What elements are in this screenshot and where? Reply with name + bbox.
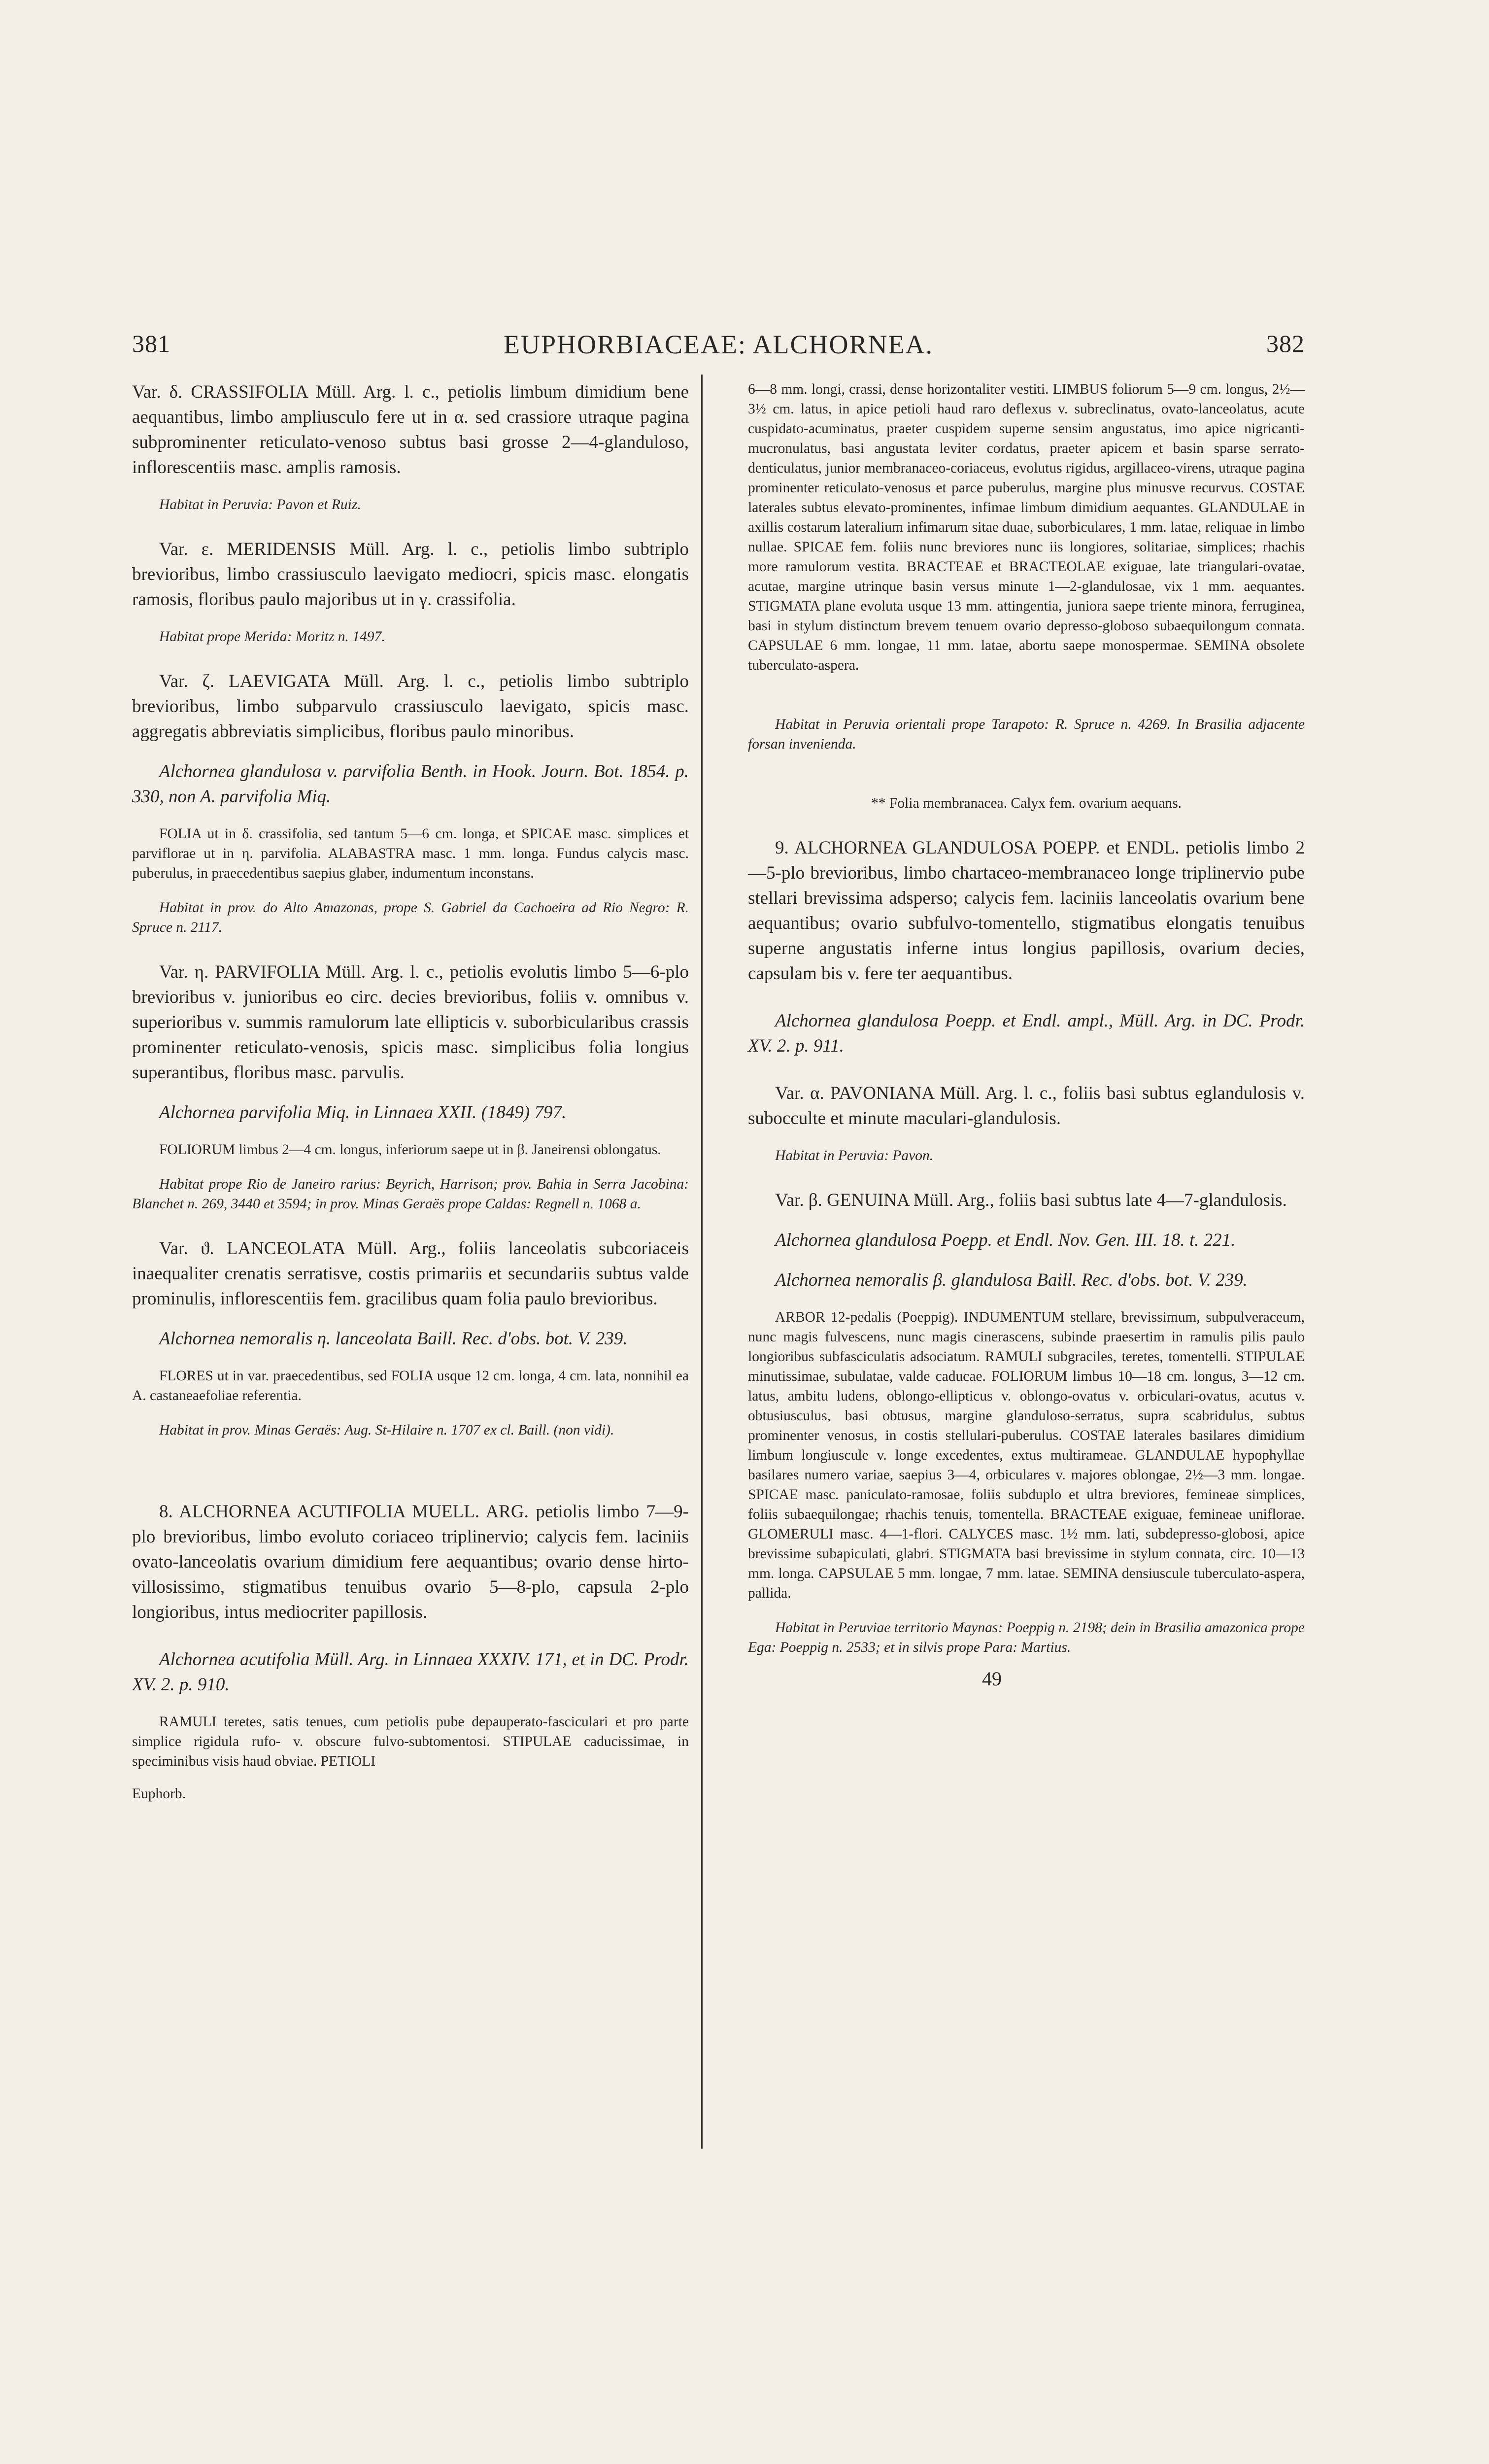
citation: Alchornea parvifolia Miq. in Linnaea XXII. (1849) 797. <box>159 1102 567 1123</box>
citation: Alchornea glandulosa Poepp. et Endl. Nov. Gen. III. 18. t. 221. <box>775 1230 1236 1250</box>
habitat-note: Habitat in Peruvia: Pavon. <box>775 1148 934 1164</box>
paragraph: Var. β. GENUINA Müll. Arg., foliis basi subtus late 4—7-glandulosis. <box>775 1190 1287 1210</box>
description: 6—8 mm. longi, crassi, dense horizontaliter vestiti. LIMBUS foliorum 5—9 cm. longus, 2½—3½ cm. latus, in apice petioli haud raro deflexus v. subreclinatus, ovato-lanceolatus, acute cuspidato-acuminatus, praeter cuspidem superne sensim angustatus, imo apice nigricanti-mucronulatus, basi angustata leviter cordatus, praeter apicem et basin sparse serrato-denticulatus, junior membranaceo-coriaceus, evolutus rigidus, argillaceo-virens, utraque pagina prominenter reticulato-venosus et parce puberulus, margine plus minusve recurvus. COSTAE laterales subtus elevato-prominentes, infimae limbum dimidium aequantes. GLANDULAE in axillis costarum lateralium infimarum sitae duae, suborbiculares, 1 mm. latae, reliquae in limbo nullae. SPICAE fem. foliis nunc breviores nunc iis longiores, solitariae, simplices; rhachis more ramulorum vestita. BRACTEAE et BRACTEOLAE exiguae, late triangulari-ovatae, acutae, margine utrinque basin versus minute 1—2-glandulosae, vix 1 mm. aequantes. STIGMATA plane evoluta usque 13 mm. attingentia, juniora saepe triente minora, ferruginea, basi in stylum distinctum brevem tenuem ovario depresso-globoso subaequilongum connata. CAPSULAE 6 mm. longae, 11 mm. latae, abortu saepe monospermae. SEMINA obsolete tuberculato-aspera. <box>748 381 1305 673</box>
page-header <box>132 329 1305 364</box>
left-column <box>132 379 689 1802</box>
section-note: ** Folia membranacea. Calyx fem. ovarium aequans. <box>871 795 1182 811</box>
species-heading-paragraph: 8. ALCHORNEA ACUTIFOLIA MUELL. ARG. petiolis limbo 7—9-plo brevioribus, limbo evoluto coriaceo triplinervio; calycis fem. laciniis ovato-lanceolatis ovarium dimidium fere aequantibus; ovario dense hirto-villosissimo, stigmatibus tenuibus ovario 5—8-plo, capsula 2-plo longioribus, intus mediocriter papillosis. <box>132 1502 689 1622</box>
citation: Alchornea nemoralis β. glandulosa Baill. Rec. d'obs. bot. V. 239. <box>775 1270 1248 1290</box>
plate-number: 49 <box>982 1668 1002 1690</box>
citation: Alchornea nemoralis η. lanceolata Baill. Rec. d'obs. bot. V. 239. <box>159 1329 628 1349</box>
citation: Alchornea acutifolia Müll. Arg. in Linnaea XXXIV. 171, et in DC. Prodr. XV. 2. p. 910. <box>132 1649 689 1695</box>
species-heading-paragraph: 9. ALCHORNEA GLANDULOSA POEPP. et ENDL. petiolis limbo 2—5-plo brevioribus, limbo chartaceo-membranaceo longe triplinervio pube stellari brevissima adsperso; calycis fem. laciniis lanceolatis ovarium bene aequantibus; ovario subfulvo-tomentello, stigmatibus elongatis tenuibus superne angustatis inferne intus longius papillosis, ovarium decies, capsulam bis v. fere ter aequantibus. <box>748 838 1305 984</box>
description: FLORES ut in var. praecedentibus, sed FOLIA usque 12 cm. longa, 4 cm. lata, nonnihil ea A. castaneaefoliae referentia. <box>132 1368 689 1403</box>
paragraph: Var. η. PARVIFOLIA Müll. Arg. l. c., petiolis evolutis limbo 5—6-plo brevioribus v. junioribus eo circ. decies brevioribus, foliis v. omnibus v. superioribus v. summis ramulorum late ellipticis v. suborbicularibus crassis prominenter reticulato-venosis, spicis masc. simplicibus folia longius superantibus, floribus masc. parvulis. <box>132 962 689 1083</box>
citation: Alchornea glandulosa v. parvifolia Benth. in Hook. Journ. Bot. 1854. p. 330, non A. parvifolia Miq. <box>132 761 689 807</box>
paragraph: Var. α. PAVONIANA Müll. Arg. l. c., foliis basi subtus eglandulosis v. subocculte et minute maculari-glandulosis. <box>748 1083 1305 1129</box>
right-column <box>748 379 1305 1690</box>
habitat-note: Habitat prope Merida: Moritz n. 1497. <box>159 629 385 645</box>
page-number-left: 381 <box>132 330 170 357</box>
paragraph: Var. ϑ. LANCEOLATA Müll. Arg., foliis lanceolatis subcoriaceis inaequaliter crenatis serratisve, costis primariis et secundariis subtus valde prominulis, inflorescentiis fem. gracilibus quam folia paulo brevioribus. <box>132 1238 689 1309</box>
paragraph: Var. ζ. LAEVIGATA Müll. Arg. l. c., petiolis limbo subtriplo brevioribus, limbo subparvulo crassiusculo laevigato, spicis masc. aggregatis abbreviatis simplicibus, floribus paulo minoribus. <box>132 671 689 742</box>
signature-mark: Euphorb. <box>132 1786 186 1802</box>
habitat-note: Habitat in Peruvia orientali prope Tarapoto: R. Spruce n. 4269. In Brasilia adjacente forsan invenienda. <box>748 717 1305 752</box>
habitat-note: Habitat in Peruviae territorio Maynas: Poeppig n. 2198; dein in Brasilia amazonica prope Ega: Poeppig n. 2533; et in silvis prope Para: Martius. <box>748 1620 1305 1655</box>
running-title: EUPHORBIACEAE: ALCHORNEA. <box>503 330 934 359</box>
habitat-note: Habitat prope Rio de Janeiro rarius: Beyrich, Harrison; prov. Bahia in Serra Jacobina: Blanchet n. 269, 3440 et 3594; in prov. Minas Geraës prope Caldas: Regnell n. 1068 a. <box>132 1176 689 1212</box>
paragraph: Var. δ. CRASSIFOLIA Müll. Arg. l. c., petiolis limbum dimidium bene aequantibus, limbo ampliusculo fere ut in α. sed crassiore utraque pagina subprominenter reticulato-venoso subtus basi grosse 2—4-glanduloso, inflorescentiis masc. amplis ramosis. <box>132 382 689 478</box>
page-number-right: 382 <box>1266 330 1305 357</box>
citation: Alchornea glandulosa Poepp. et Endl. ampl., Müll. Arg. in DC. Prodr. XV. 2. p. 911. <box>748 1011 1305 1056</box>
description: RAMULI teretes, satis tenues, cum petiolis pube depauperato-fasciculari et pro parte simplice rigidula rufo- v. obscure fulvo-subtomentosi. STIPULAE caducissimae, in speciminibus visis haud obviae. PETIOLI <box>132 1714 689 1769</box>
habitat-note: Habitat in prov. Minas Geraës: Aug. St-Hilaire n. 1707 ex cl. Baill. (non vidi). <box>159 1422 614 1438</box>
description: FOLIORUM limbus 2—4 cm. longus, inferiorum saepe ut in β. Janeirensi oblongatus. <box>159 1142 661 1158</box>
habitat-note: Habitat in prov. do Alto Amazonas, prope S. Gabriel da Cachoeira ad Rio Negro: R. Spruce n. 2117. <box>132 900 689 935</box>
paragraph: Var. ε. MERIDENSIS Müll. Arg. l. c., petiolis limbo subtriplo brevioribus, limbo crassiusculo laevigato mediocri, spicis masc. elongatis ramosis, floribus paulo majoribus ut in γ. crassifolia. <box>132 539 689 610</box>
habitat-note: Habitat in Peruvia: Pavon et Ruiz. <box>159 497 361 513</box>
description: FOLIA ut in δ. crassifolia, sed tantum 5—6 cm. longa, et SPICAE masc. simplices et parviflorae ut in η. parvifolia. ALABASTRA masc. 1 mm. longa. Fundus calycis masc. puberulus, in praecedentibus saepius glaber, indumentum inconstans. <box>132 826 689 881</box>
description: ARBOR 12-pedalis (Poeppig). INDUMENTUM stellare, brevissimum, subpulveraceum, nunc magis fulvescens, nunc magis cinerascens, subinde praesertim in ramulis pilis paulo longioribus subfasciculatis adsociatum. RAMULI subgraciles, teretes, tomentelli. STIPULAE minutissimae, subulatae, valde caducae. FOLIORUM limbus 10—18 cm. longus, 3—12 cm. latus, ambitu ludens, oblongo-ellipticus v. oblongo-ovatus v. orbiculari-ovatus, acutus v. obtusiusculus, basi obtusus, margine glanduloso-serratus, supra scabridulus, subtus prominenter venosus, in costis stellulari-puberulus. COSTAE laterales basilares dimidium limbum longiuscule v. longe excedentes, extus multirameae. GLANDULAE hypophyllae basilares numero variae, saepius 3—4, orbiculares v. majores oblongae, 2½—3 mm. longae. SPICAE masc. paniculato-ramosae, foliis subduplo et ultra breviores, femineae simplices, foliis subaequilongae; rhachis tenuis, tomentella. BRACTEAE exiguae, femineae uniflorae. GLOMERULI masc. 4—1-flori. CALYCES masc. 1½ mm. lati, subdepresso-globosi, apice brevissime subapiculati, glabri. STIGMATA basi brevissime in stylum connata, circ. 10—13 mm. longa. CAPSULAE 5 mm. longae, 7 mm. latae. SEMINA densiuscule tuberculato-aspera, pallida. <box>748 1309 1305 1601</box>
column-divider <box>701 375 703 2149</box>
